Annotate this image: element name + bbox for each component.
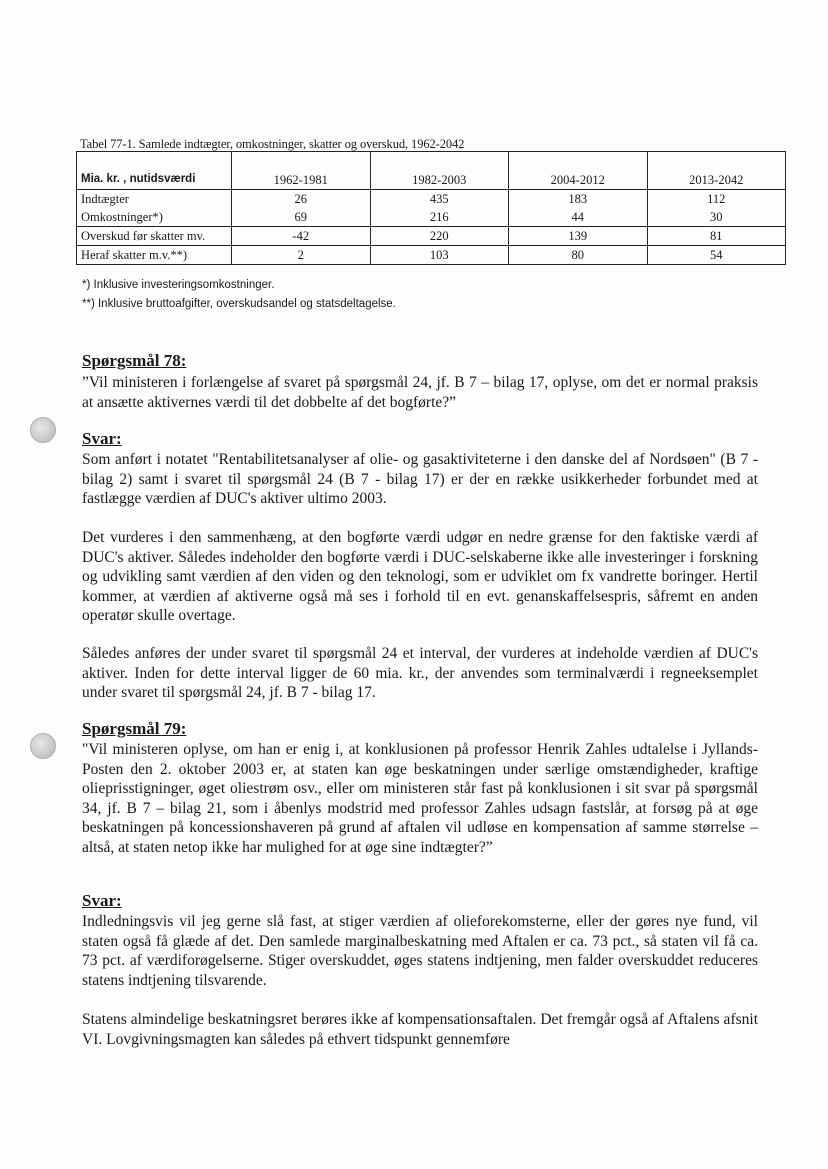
stub-header: Mia. kr. , nutidsværdi	[77, 152, 232, 190]
table-header-row	[77, 152, 786, 190]
question-78-text: ”Vil ministeren i forlængelse af svaret på spørgsmål 24, jf. B 7 – bilag 17, oplyse, om det er normal praksis at ansætte aktivernes værdi til det dobbelte af det bogførte?”	[82, 374, 758, 411]
table-cell: 435	[370, 190, 509, 209]
table-cell: 216	[370, 208, 509, 227]
table-cell: 44	[509, 208, 648, 227]
table-footnote-1: *) Inklusive investeringsomkostninger.	[82, 279, 275, 291]
table-cell: 26	[232, 190, 371, 209]
column-header: 1962-1981	[232, 152, 371, 190]
table-cell: 112	[647, 190, 786, 209]
question-78-heading: Spørgsmål 78:	[82, 351, 187, 370]
punch-hole-top	[30, 417, 56, 443]
column-header: 2004-2012	[509, 152, 648, 190]
answer-79-paragraph-1: Indledningsvis vil jeg gerne slå fast, at stiger værdien af olieforekomsterne, eller der gøres nye fund, vil staten også få glæde af det. Den samlede marginalbeskatning med Aftalen er ca. 73 pct., så staten vil få ca. 73 pct. af værdiforøgelserne. Stiger overskuddet, øges statens indtjening, men falder overskuddet reduceres statens indtjening tilsvarende.	[82, 913, 758, 989]
table-cell: 69	[232, 208, 371, 227]
table-row	[77, 227, 786, 246]
table-cell: 220	[370, 227, 509, 246]
row-label: Omkostninger*)	[77, 208, 232, 227]
row-label: Overskud før skatter mv.	[77, 227, 232, 246]
table-cell: 30	[647, 208, 786, 227]
table-cell: 103	[370, 246, 509, 265]
table-cell: 183	[509, 190, 648, 209]
column-header: 1982-2003	[370, 152, 509, 190]
table-row	[77, 190, 786, 209]
answer-78-paragraph-1: Som anført i notatet "Rentabilitetsanalyser af olie- og gasaktiviteterne i den danske del af Nordsøen" (B 7 - bilag 2) samt i svaret til spørgsmål 24 (B 7 - bilag 17) er der en række usikkerheder forbundet med at fastlægge værdien af DUC's aktiver ultimo 2003.	[82, 451, 758, 507]
summary-table	[76, 151, 786, 265]
table-caption: Tabel 77-1. Samlede indtægter, omkostninger, skatter og overskud, 1962-2042	[80, 137, 465, 151]
table-footnote-2: **) Inklusive bruttoafgifter, overskudsandel og statsdeltagelse.	[82, 298, 396, 310]
punch-hole-bottom	[30, 733, 56, 759]
answer-79-heading: Svar:	[82, 891, 122, 910]
row-label: Heraf skatter m.v.**)	[77, 246, 232, 265]
table-row	[77, 208, 786, 227]
answer-79-paragraph-2: Statens almindelige beskatningsret berøres ikke af kompensationsaftalen. Det fremgår også af Aftalens afsnit VI. Lovgivningsmagten kan således på ethvert tidspunkt gennemføre	[82, 1011, 758, 1048]
table-cell: 2	[232, 246, 371, 265]
column-header: 2013-2042	[647, 152, 786, 190]
answer-78-paragraph-3: Således anføres der under svaret til spørgsmål 24 et interval, der vurderes at indeholde værdien af DUC's aktiver. Inden for dette interval ligger de 60 mia. kr., der anvendes som terminalværdi i regneeksemplet under svaret til spørgsmål 24, jf. B 7 - bilag 17.	[82, 645, 758, 701]
answer-78-heading: Svar:	[82, 429, 122, 448]
answer-78-paragraph-2: Det vurderes i den sammenhæng, at den bogførte værdi udgør en nedre grænse for den faktiske værdi af DUC's aktiver. Således indeholder den bogførte værdi i DUC-selskaberne ikke alle investeringer i forskning og udvikling samt værdien af den viden og den teknologi, som er udviklet om fx vandrette boringer. Hertil kommer, at værdien af aktiverne også må ses i forhold til en evt. genanskaffelsespris, såfremt en anden operatør skulle overtage.	[82, 529, 758, 624]
table-cell: 80	[509, 246, 648, 265]
question-79-text: "Vil ministeren oplyse, om han er enig i, at konklusionen på professor Henrik Zahles udtalelse i Jyllands-Posten den 2. oktober 2003 er, at staten kan øge beskatningen under særlige omstændigheder, kraftige olieprisstigninger, øget oliestrøm osv., eller om ministeren står fast på konklusionen i sit svar på spørgsmål 34, jf. B 7 – bilag 21, som i åbenlys modstrid med professor Zahles udsagn fastslår, at forsøg på at øge beskatningen på koncessionshaveren på grund af aftalen vil udløse en kompensation af samme størrelse – altså, at staten netop ikke har mulighed for at øge sine indtægter?”	[82, 741, 758, 856]
table-cell: 54	[647, 246, 786, 265]
table-row	[77, 246, 786, 265]
table-cell: 139	[509, 227, 648, 246]
row-label: Indtægter	[77, 190, 232, 209]
table-cell: 81	[647, 227, 786, 246]
table-cell: -42	[232, 227, 371, 246]
question-79-heading: Spørgsmål 79:	[82, 719, 187, 738]
